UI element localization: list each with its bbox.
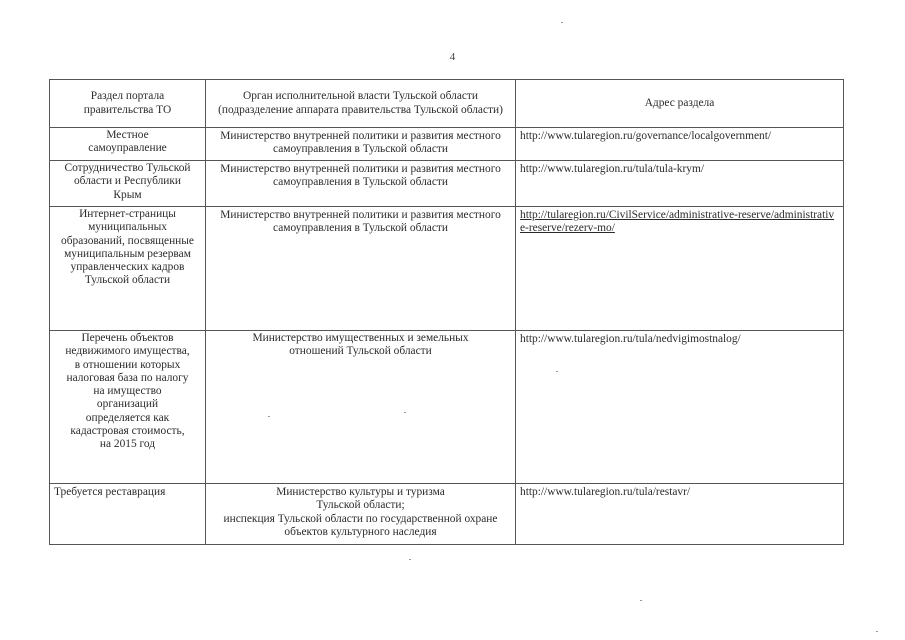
authority-line: Министерство культуры и туризма <box>276 486 445 498</box>
row-address-link[interactable]: http://tularegion.ru/CivilService/administrative-reserve/administrative-reserve/rezerv-mo/ <box>516 207 844 331</box>
header-authority: Орган исполнительной власти Тульской области (подразделение аппарата правительства Тульской области) <box>206 80 516 128</box>
row-section: Перечень объектов недвижимого имущества, в отношении которых налоговая база по налогу на имущество организаций определяется как кадастровая стоимость, на 2015 год <box>50 331 206 484</box>
header-address: Адрес раздела <box>516 80 844 128</box>
scan-speck <box>268 416 270 417</box>
row-section: Местное самоуправление <box>50 128 206 161</box>
row-authority: Министерство имущественных и земельных отношений Тульской области <box>206 331 516 484</box>
row-section: Требуется реставрация <box>50 484 206 545</box>
scan-speck <box>409 559 411 560</box>
row-address-link[interactable]: http://www.tularegion.ru/tula/tula-krym/ <box>516 161 844 207</box>
row-address-link[interactable]: http://www.tularegion.ru/tula/nedvigimostnalog/ <box>516 331 844 484</box>
row-section: Интернет-страницы муниципальных образований, посвященные муниципальным резервам управленческих кадров Тульской области <box>50 207 206 331</box>
header-section: Раздел портала правительства ТО <box>50 80 206 128</box>
row-authority: Министерство внутренней политики и развития местного самоуправления в Тульской области <box>206 207 516 331</box>
scan-speck <box>640 600 642 601</box>
table-row <box>50 128 844 161</box>
table-row <box>50 161 844 207</box>
row-address-link[interactable]: http://www.tularegion.ru/governance/localgovernment/ <box>516 128 844 161</box>
scan-speck <box>561 22 563 23</box>
row-section: Сотрудничество Тульской области и Республики Крым <box>50 161 206 207</box>
table-row <box>50 484 844 545</box>
row-authority <box>206 484 516 545</box>
row-authority: Министерство внутренней политики и развития местного самоуправления в Тульской области <box>206 161 516 207</box>
page-number: 4 <box>449 51 456 63</box>
scan-speck <box>556 371 558 372</box>
table-header-row <box>50 80 844 128</box>
row-address-link[interactable]: http://www.tularegion.ru/tula/restavr/ <box>516 484 844 545</box>
scan-speck <box>876 631 878 632</box>
table-row <box>50 331 844 484</box>
portal-sections-table <box>49 79 844 545</box>
scan-speck <box>404 412 406 413</box>
table-row <box>50 207 844 331</box>
row-authority: Министерство внутренней политики и развития местного самоуправления в Тульской области <box>206 128 516 161</box>
authority-line: инспекция Тульской области по государственной охране объектов культурного наследия <box>223 512 498 538</box>
authority-line: Тульской области; <box>316 499 405 512</box>
